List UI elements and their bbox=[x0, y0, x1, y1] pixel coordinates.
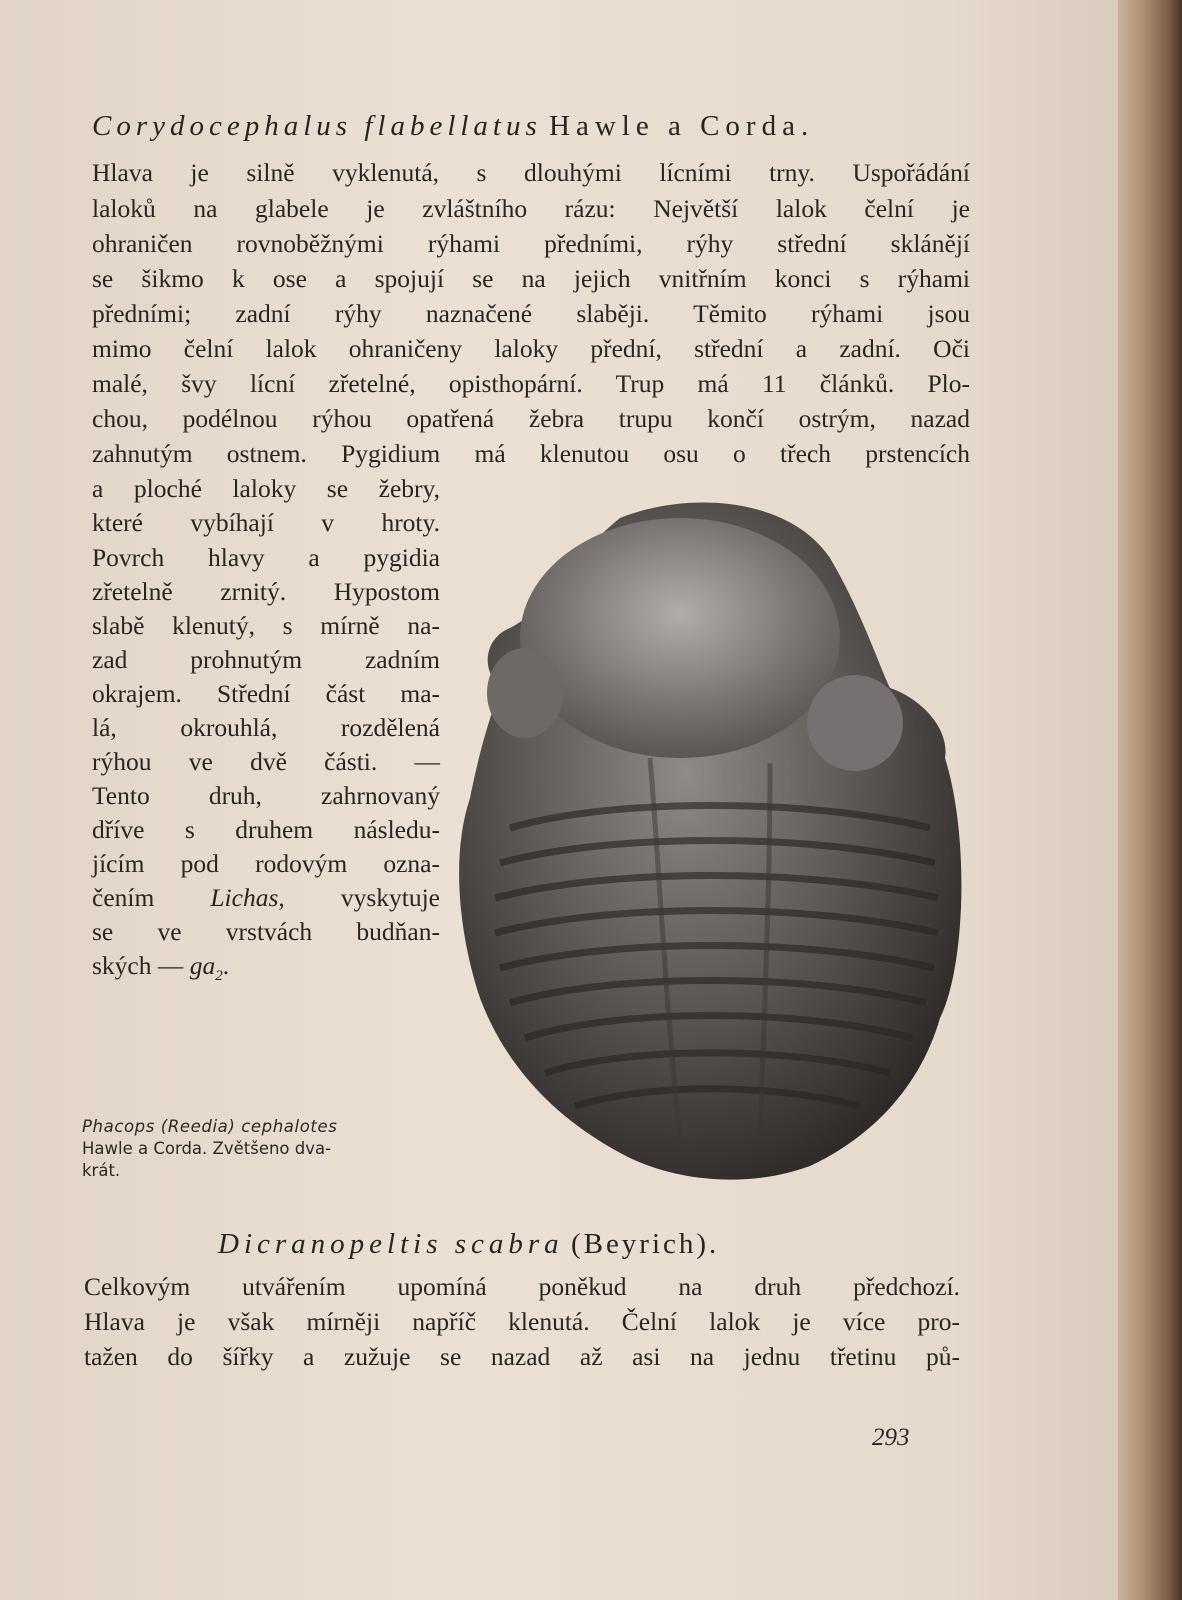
text-line: laloků na glabele je zvláštního rázu: Největší lalok čelní je bbox=[92, 194, 970, 223]
symbol-subscript: 2 bbox=[215, 968, 223, 985]
text-line: tažen do šířky a zužuje se nazad až asi na jednu třetinu pů- bbox=[84, 1342, 960, 1371]
species-name: Corydocephalus flabellatus bbox=[92, 110, 542, 142]
text-line: lá, okrouhlá, rozdělená bbox=[92, 713, 440, 742]
text-line: mimo čelní lalok ohraničeny laloky přední, střední a zadní. Oči bbox=[92, 334, 970, 363]
text-line: Povrch hlavy a pygidia bbox=[92, 543, 440, 572]
text-line: zřetelně zrnitý. Hypostom bbox=[92, 577, 440, 606]
text-line: Celkovým utvářením upomíná poněkud na druh předchozí. bbox=[84, 1272, 960, 1301]
species-name: Dicranopeltis scabra bbox=[218, 1228, 564, 1260]
text-line: zahnutým ostnem. Pygidium má klenutou osu o třech prstencích bbox=[92, 439, 970, 468]
trilobite-left-eye bbox=[487, 648, 563, 738]
text-fragment: čením bbox=[92, 883, 155, 912]
caption-species: Phacops (Reedia) cephalotes bbox=[82, 1117, 338, 1136]
stratigraphic-symbol bbox=[189, 951, 223, 985]
symbol-base: ga bbox=[189, 951, 216, 980]
text-line-lichas bbox=[92, 883, 440, 913]
text-line: slabě klenutý, s mírně na- bbox=[92, 611, 440, 640]
text-line: Hlava je silně vyklenutá, s dlouhými lícními trny. Uspořádání bbox=[92, 158, 970, 187]
trilobite-photo bbox=[450, 498, 980, 1198]
text-line: Tento druh, zahrnovaný bbox=[92, 781, 440, 810]
genus-lichas: Lichas, bbox=[210, 883, 285, 912]
text-fragment: . bbox=[222, 951, 230, 980]
text-line-final bbox=[92, 951, 229, 985]
text-line: dříve s druhem následu- bbox=[92, 815, 440, 844]
text-line: rýhou ve dvě části. — bbox=[92, 747, 440, 776]
text-line: Hlava je však mírněji napříč klenutá. Čelní lalok je více pro- bbox=[84, 1307, 960, 1336]
text-line: jícím pod rodovým ozna- bbox=[92, 849, 440, 878]
text-line: které vybíhají v hroty. bbox=[92, 508, 440, 537]
text-line: chou, podélnou rýhou opatřená žebra trupu končí ostrým, nazad bbox=[92, 404, 970, 433]
text-line: malé, švy lícní zřetelné, opisthopární. Trup má 11 článků. Plo- bbox=[92, 369, 970, 398]
text-line: se ve vrstvách budňan- bbox=[92, 917, 440, 946]
text-line: zad prohnutým zadním bbox=[92, 645, 440, 674]
species-heading-dicranopeltis bbox=[218, 1228, 1018, 1261]
text-line: se šikmo k ose a spojují se na jejich vnitřním konci s rýhami bbox=[92, 264, 970, 293]
text-line: ohraničen rovnoběžnými rýhami předními, rýhy střední sklánějí bbox=[92, 229, 970, 258]
text-line: okrajem. Střední část ma- bbox=[92, 679, 440, 708]
caption-line: krát. bbox=[82, 1161, 121, 1180]
species-author: Hawle a Corda. bbox=[549, 110, 815, 142]
trilobite-right-eye bbox=[807, 675, 903, 771]
page-number: 293 bbox=[872, 1424, 910, 1451]
text-fragment: ských — bbox=[92, 951, 184, 980]
species-heading-corydocephalus bbox=[92, 110, 972, 143]
text-fragment: vyskytuje bbox=[340, 883, 440, 912]
text-line: předními; zadní rýhy naznačené slaběji. Těmito rýhami jsou bbox=[92, 299, 970, 328]
trilobite-glabella bbox=[520, 518, 840, 758]
text-line: a ploché laloky se žebry, bbox=[92, 474, 440, 503]
species-author: (Beyrich). bbox=[570, 1228, 720, 1260]
figure-caption bbox=[82, 1116, 434, 1182]
caption-line: Hawle a Corda. Zvětšeno dva- bbox=[82, 1139, 332, 1158]
book-spine-edge bbox=[1118, 0, 1182, 1600]
